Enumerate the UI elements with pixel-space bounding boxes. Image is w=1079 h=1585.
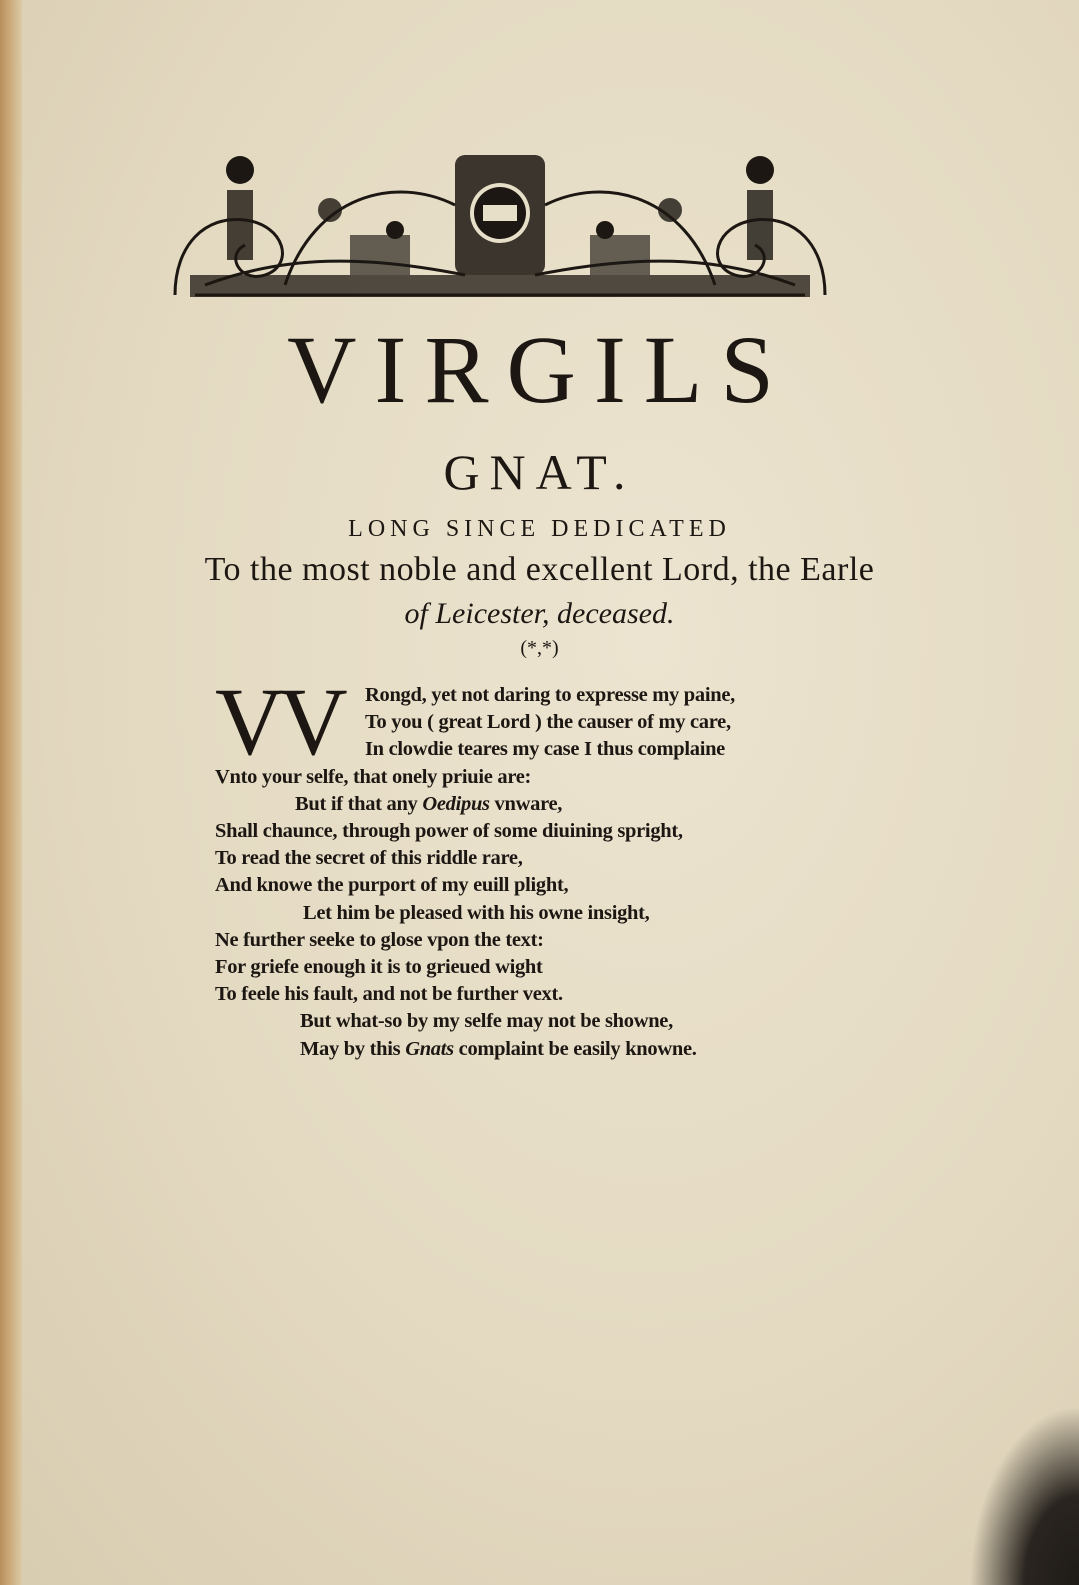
- poem-line: Let him be pleased with his owne insight,: [303, 901, 650, 924]
- dedication-heading: LONG SINCE DEDICATED: [348, 516, 731, 542]
- page-title: VIRGILS: [287, 316, 792, 423]
- poem-line: May by this Gnats complaint be easily knowne.: [300, 1037, 697, 1060]
- poem-line: For griefe enough it is to grieued wight: [215, 956, 543, 978]
- poem-line: To you ( great Lord ) the causer of my care,: [365, 711, 731, 734]
- poem-line: But what-so by my selfe may not be showne,: [300, 1010, 673, 1033]
- dedication-lord-line: To the most noble and excellent Lord, the Earle: [204, 551, 875, 588]
- poem-line: Vnto your selfe, that onely priuie are:: [215, 765, 532, 788]
- poem-line: Ne further seeke to glose vpon the text:: [215, 928, 544, 951]
- poem-line: Shall chaunce, through power of some diuining spright,: [215, 820, 683, 842]
- poem-line: To feele his fault, and not be further vext.: [215, 983, 563, 1006]
- poem-line: And knowe the purport of my euill plight,: [215, 874, 569, 897]
- headpiece-ornament-icon: [165, 135, 835, 305]
- page-subtitle: GNAT.: [443, 444, 636, 500]
- page-gutter: [0, 0, 22, 1585]
- dedication-leicester-line: of Leicester, deceased.: [404, 597, 675, 630]
- page-corner-shadow: [969, 1405, 1079, 1585]
- poem-line: Rongd, yet not daring to expresse my paine,: [365, 684, 735, 706]
- poem-line: But if that any Oedipus vnware,: [295, 792, 563, 815]
- drop-cap: VV: [215, 668, 342, 775]
- poem-line: In clowdie teares my case I thus complaine: [365, 738, 725, 761]
- asterism: (*,*): [520, 637, 559, 659]
- poem-line: To read the secret of this riddle rare,: [215, 847, 523, 870]
